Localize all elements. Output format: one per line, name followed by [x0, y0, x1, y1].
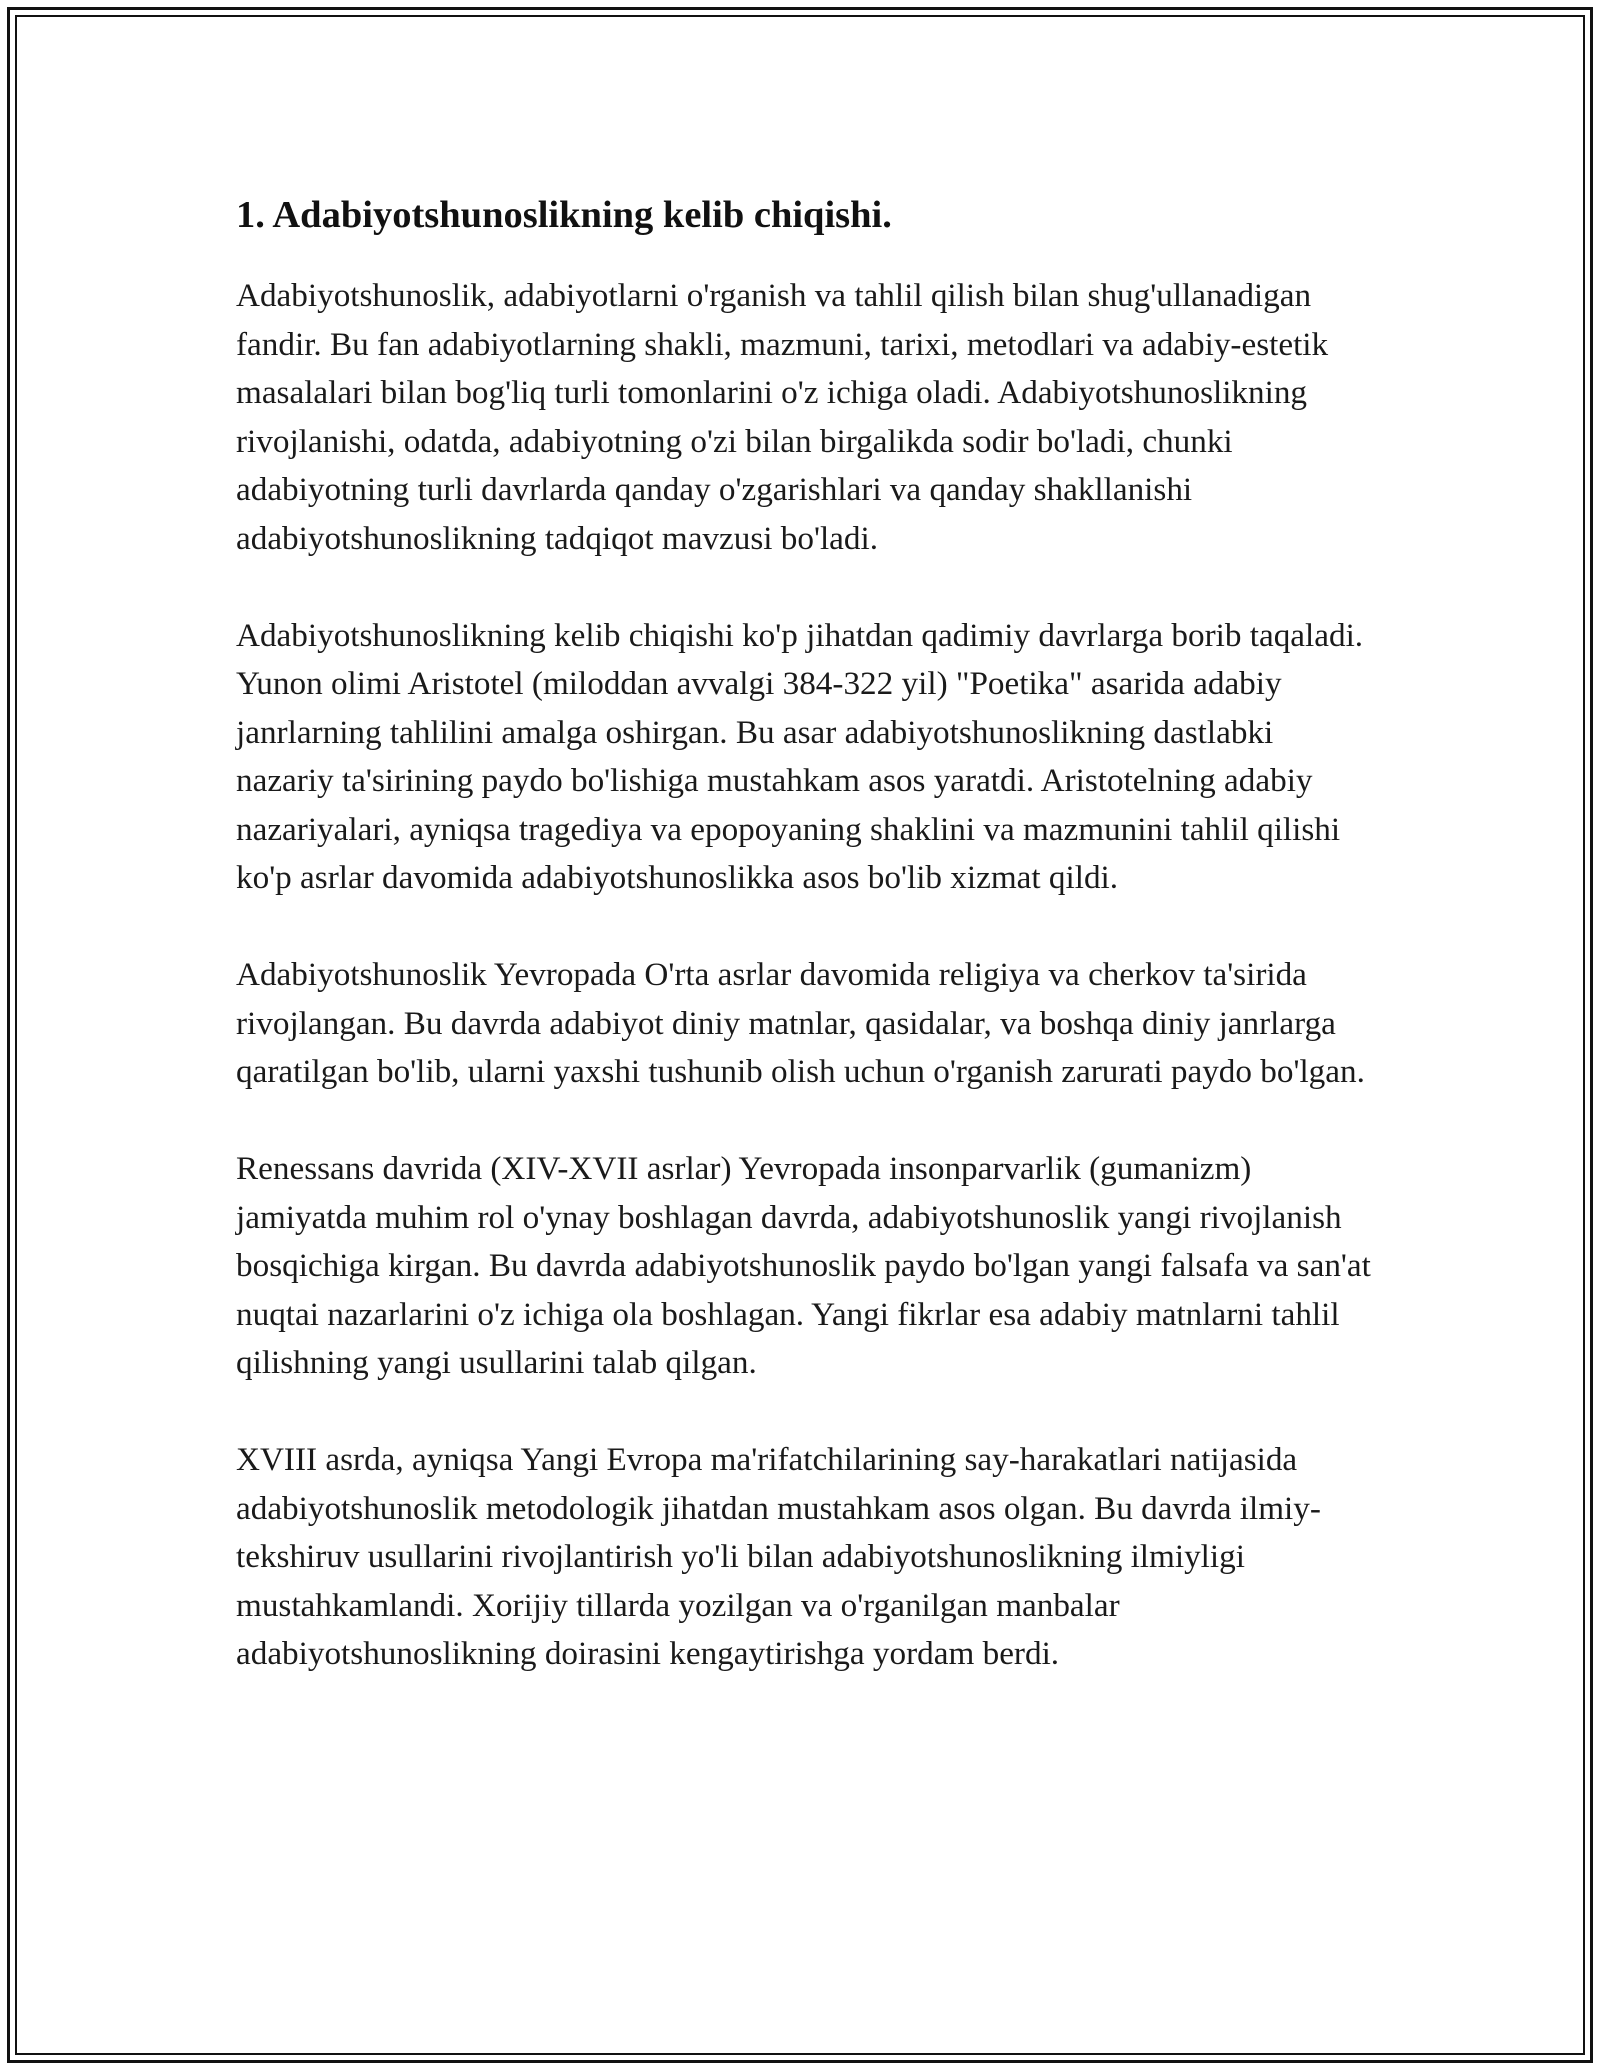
paragraph-renaissance: Renessans davrida (XIV-XVII asrlar) Yevropada insonparvarlik (gumanizm) jamiyatda muhim rol o'ynay boshlagan davrda, adabiyotshunoslik yangi rivojlanish bosqichiga kirgan. Bu davrda adabiyotshunoslik paydo bo'lgan yangi falsafa va san'at nuqtai nazarlarini o'z ichiga ola boshlagan. Yangi fikrlar esa adabiy matnlarni tahlil qilishning yangi usullarini talab qilgan.	[236, 1150, 1371, 1381]
document-body	[236, 186, 1376, 1679]
paragraph-middle-ages: Adabiyotshunoslik Yevropada O'rta asrlar davomida religiya va cherkov ta'sirida rivojlangan. Bu davrda adabiyot diniy matnlar, qasidalar, va boshqa diniy janrlarga qaratilgan bo'lib, ularni yaxshi tushunib olish uchun o'rganish zarurati paydo bo'lgan.	[236, 956, 1365, 1090]
paragraph-ancient-origins: Adabiyotshunoslikning kelib chiqishi ko'p jihatdan qadimiy davrlarga borib taqaladi. Yunon olimi Aristotel (miloddan avvalgi 384-322 yil) "Poetika" asarida adabiy janrlarning tahlilini amalga oshirgan. Bu asar adabiyotshunoslikning dastlabki nazariy ta'sirining paydo bo'lishiga mustahkam asos yaratdi. Aristotelning adabiy nazariyalari, ayniqsa tragediya va epopoyaning shaklini va mazmunini tahlil qilishi ko'p asrlar davomida adabiyotshunoslikka asos bo'lib xizmat qildi.	[236, 616, 1364, 896]
paragraph-introduction: Adabiyotshunoslik, adabiyotlarni o'rganish va tahlil qilish bilan shug'ullanadigan fandir. Bu fan adabiyotlarning shakli, mazmuni, tarixi, metodlari va adabiy-estetik masalalari bilan bog'liq turli tomonlarini o'z ichiga oladi. Adabiyotshunoslikning rivojlanishi, odatda, adabiyotning o'zi bilan birgalikda sodir bo'ladi, chunki adabiyotning turli davrlarda qanday o'zgarishlari va qanday shakllanishi adabiyotshunoslikning tadqiqot mavzusi bo'ladi.	[236, 277, 1329, 557]
section-heading: 1. Adabiyotshunoslikning kelib chiqishi.	[236, 194, 892, 236]
paragraph-eighteenth-century: XVIII asrda, ayniqsa Yangi Evropa ma'rifatchilarining say-harakatlari natijasida adabiyotshunoslik metodologik jihatdan mustahkam asos olgan. Bu davrda ilmiy-tekshiruv usullarini rivojlantirish yo'li bilan adabiyotshunoslikning ilmiyligi mustahkamlandi. Xorijiy tillarda yozilgan va o'rganilgan manbalar adabiyotshunoslikning doirasini kengaytirishga yordam berdi.	[236, 1441, 1321, 1672]
